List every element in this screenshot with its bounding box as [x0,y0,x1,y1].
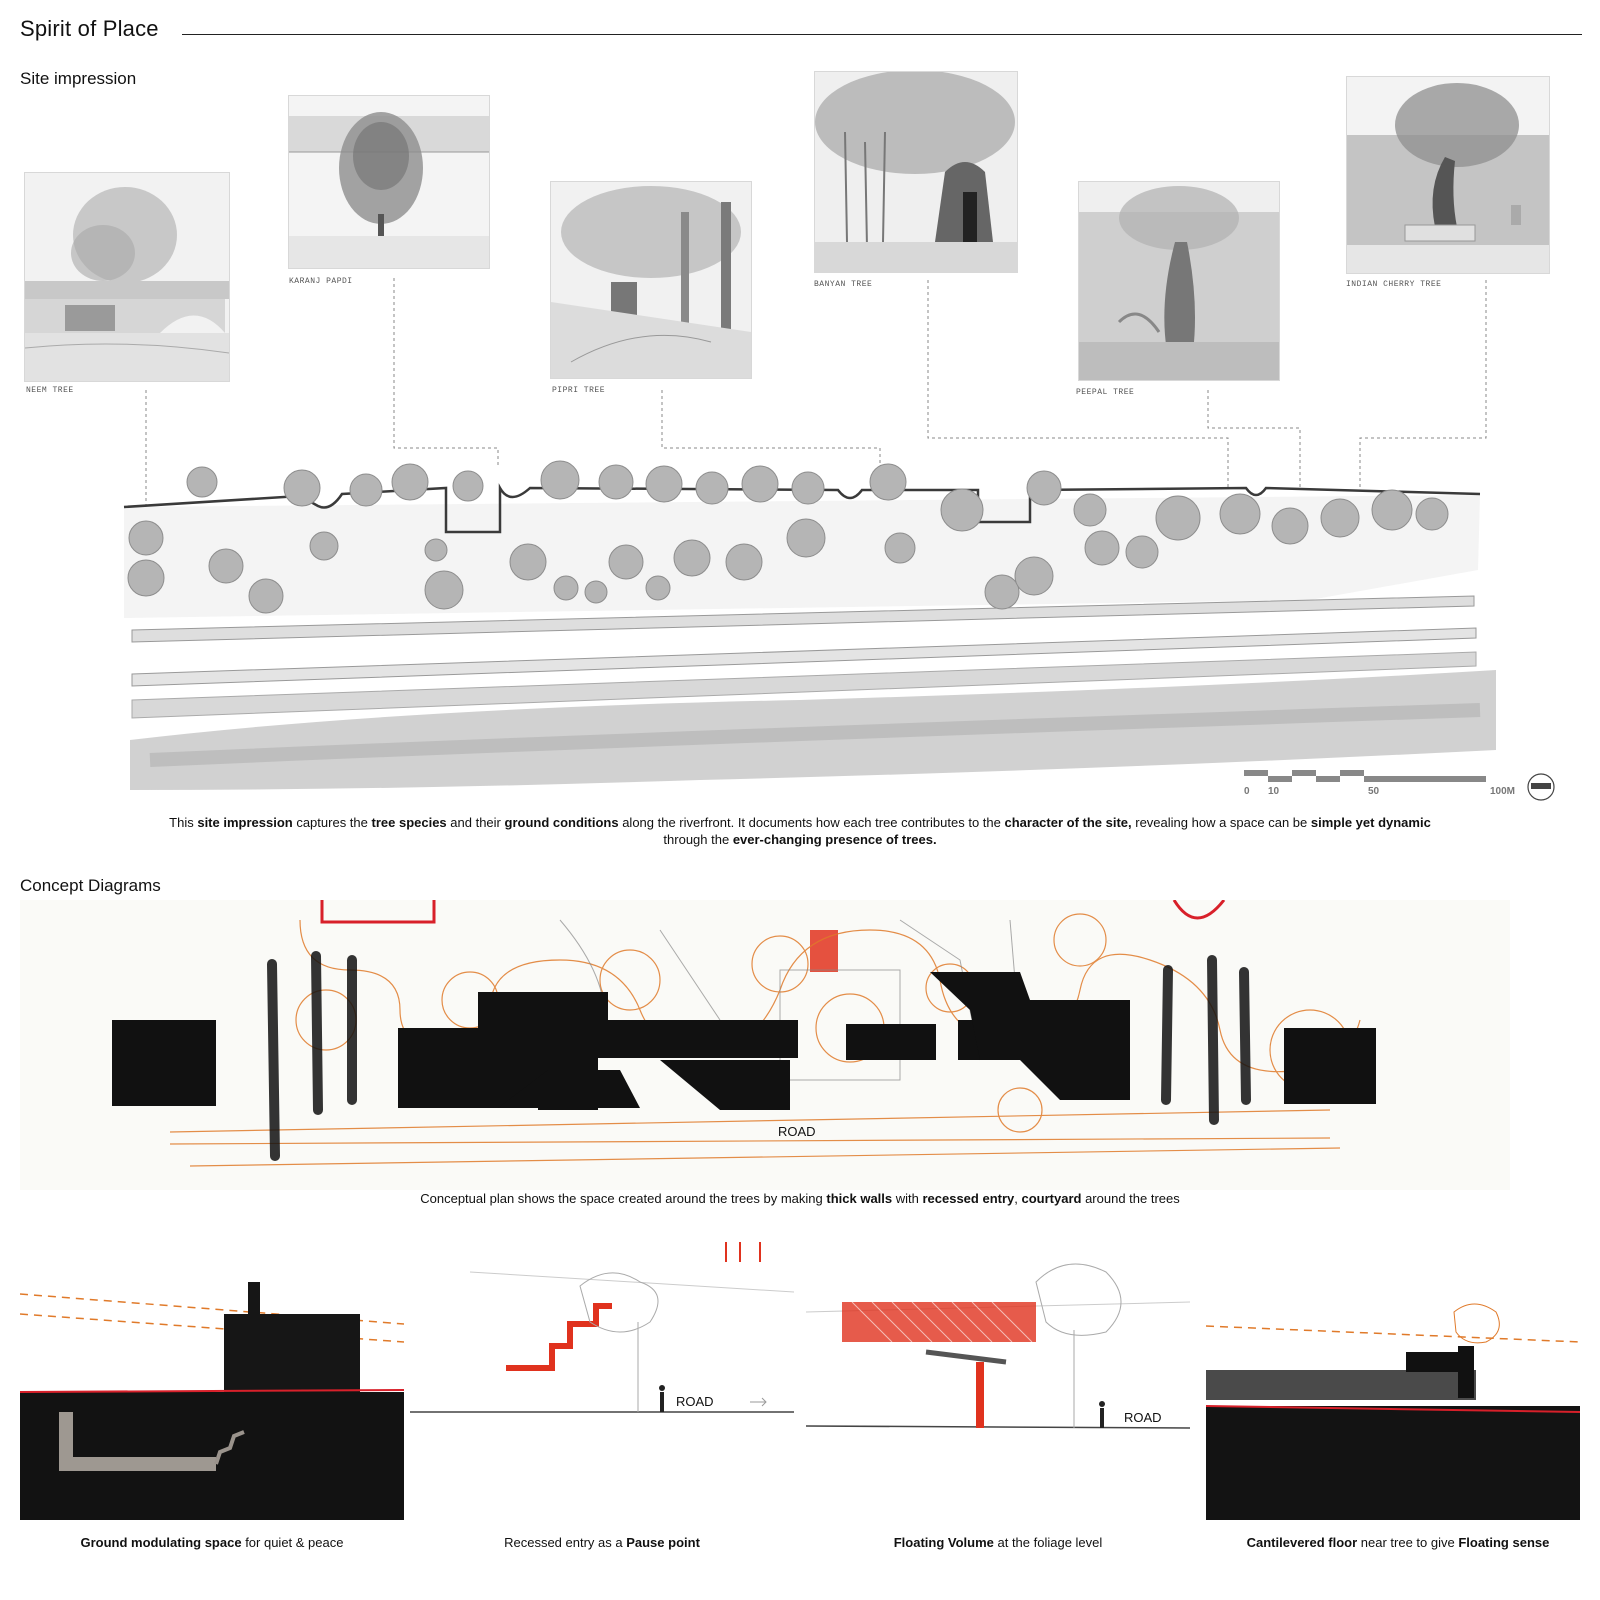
floating-volume-diagram [806,1242,1190,1520]
cantilevered-floor-diagram [1206,1242,1580,1520]
site-impression-heading: Site impression [20,69,137,88]
plan-road-label: ROAD [778,1124,816,1139]
neem-tree-label: NEEM TREE [26,386,74,395]
concept-diagrams-heading: Concept Diagrams [20,876,161,895]
pipri-tree-label: PIPRI TREE [552,386,606,395]
karanj-papdi-sketch [288,95,490,269]
peepal-tree-label: PEEPAL TREE [1076,388,1135,397]
scale-tick-50: 50 [1368,786,1380,797]
conceptual-plan [20,900,1510,1190]
indian-cherry-tree-label: INDIAN CHERRY TREE [1346,280,1442,289]
indian-cherry-tree-sketch [1346,76,1550,274]
floating-volume-road-label: ROAD [1124,1410,1162,1425]
page-title: Spirit of Place [20,16,159,41]
scale-tick-0: 0 [1244,786,1250,797]
site-plan [0,270,1600,810]
north-arrow-icon [1526,772,1556,802]
ground-modulating-diagram [20,1242,404,1520]
karanj-papdi-label: KARANJ PAPDI [289,277,353,286]
recessed-entry-diagram [410,1242,794,1520]
recessed-entry-caption: Recessed entry as a Pause point [504,1535,700,1550]
scale-tick-10: 10 [1268,786,1280,797]
title-divider [182,34,1582,35]
cantilevered-floor-caption: Cantilevered floor near tree to give Floating sense [1246,1535,1550,1550]
banyan-tree-sketch [814,71,1018,273]
ground-modulating-caption: Ground modulating space for quiet & peace [80,1535,344,1550]
site-impression-caption: This site impression captures the tree species and their ground conditions along the riverfront. It documents how each tree contributes to the character of the site, revealing how a space can be simple yet dynamic through the ever-changing presence of trees. [169,815,1431,847]
banyan-tree-label: BANYAN TREE [814,280,873,289]
conceptual-plan-caption: Conceptual plan shows the space created around the trees by making thick walls with recessed entry, courtyard around the trees [420,1191,1180,1206]
recessed-entry-road-label: ROAD [676,1394,714,1409]
floating-volume-caption: Floating Volume at the foliage level [893,1535,1103,1550]
scale-tick-100: 100M [1490,786,1516,797]
